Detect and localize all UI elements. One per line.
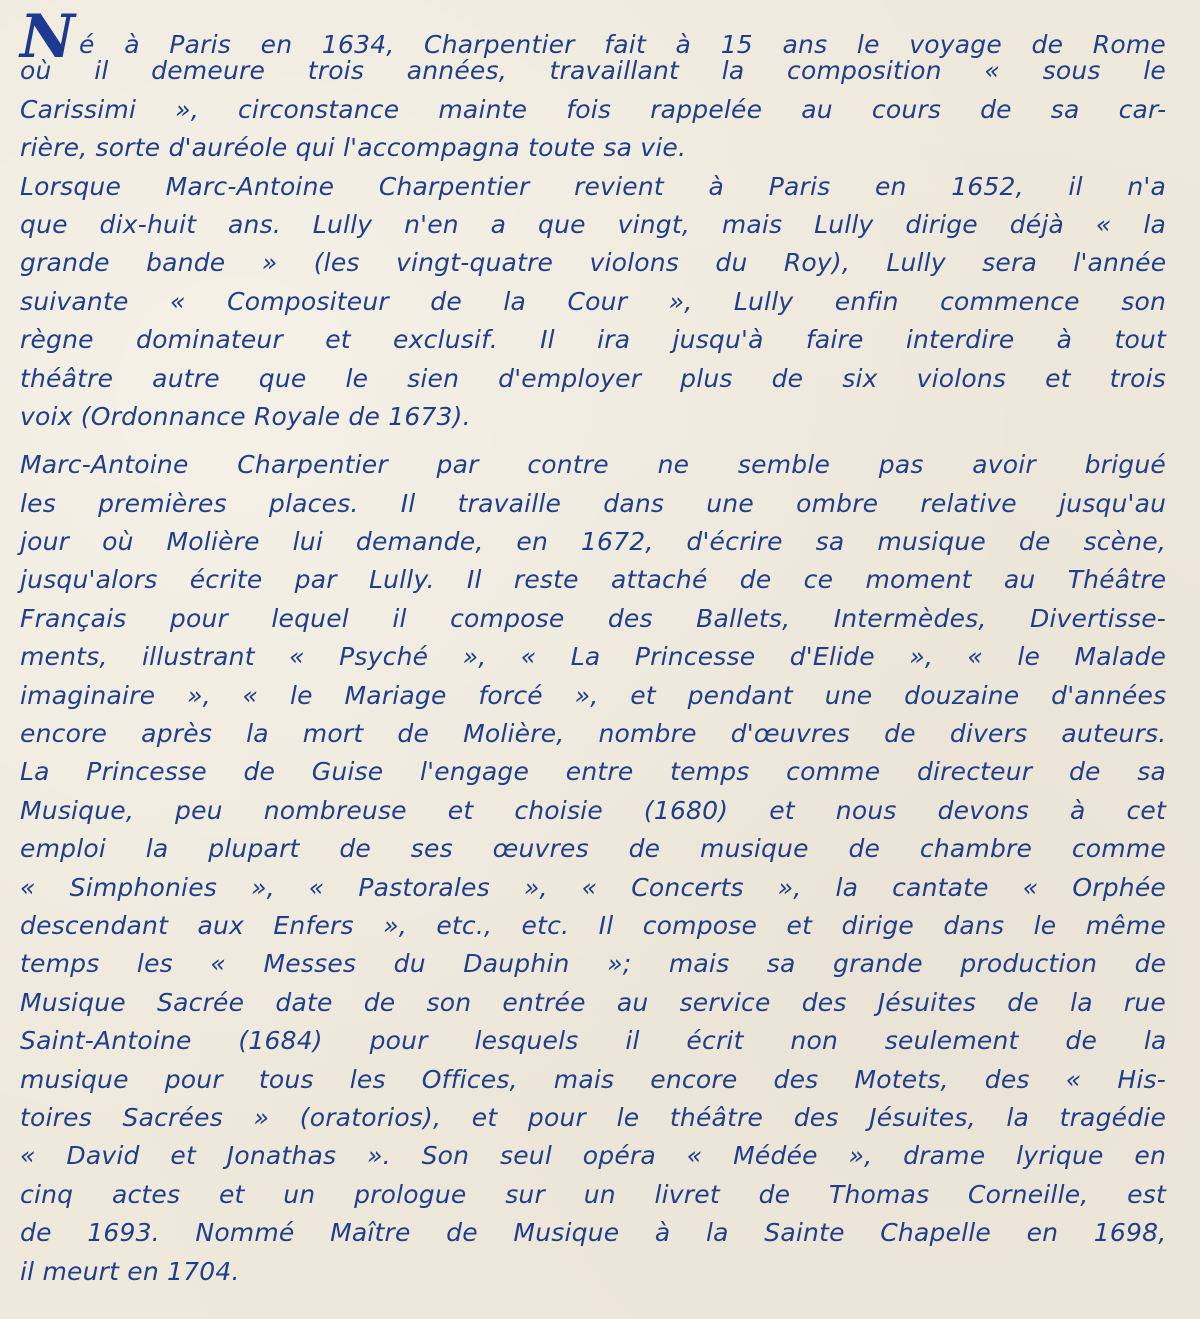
- text-line: toires Sacrées » (oratorios), et pour le théâtre des Jésuites, la tragédie: [20, 1102, 1167, 1132]
- text-line: jusqu'alors écrite par Lully. Il reste attaché de ce moment au Théâtre: [20, 565, 1167, 595]
- drop-cap-letter: N: [20, 2, 76, 72]
- text-line: Carissimi », circonstance mainte fois rappelée au cours de sa car-: [20, 94, 1167, 124]
- text-line: ments, illustrant « Psyché », « La Princesse d'Elide », « le Malade: [20, 642, 1167, 672]
- text-line: grande bande » (les vingt-quatre violons du Roy), Lully sera l'année: [20, 248, 1167, 278]
- text-line: musique pour tous les Offices, mais encore des Motets, des « His-: [20, 1064, 1166, 1094]
- text-line: suivante « Compositeur de la Cour », Lully enfin commence son: [20, 286, 1166, 316]
- text-line: « David et Jonathas ». Son seul opéra « Médée », drame lyrique en: [20, 1141, 1166, 1171]
- text-line: Musique, peu nombreuse et choisie (1680) et nous devons à cet: [20, 795, 1166, 825]
- text-line: de 1693. Nommé Maître de Musique à la Sainte Chapelle en 1698,: [20, 1218, 1167, 1248]
- text-line: Français pour lequel il compose des Ballets, Intermèdes, Divertisse-: [20, 603, 1166, 633]
- text-line: il meurt en 1704.: [20, 1256, 240, 1286]
- text-line: jour où Molière lui demande, en 1672, d'écrire sa musique de scène,: [20, 527, 1166, 557]
- text-line: Lorsque Marc-Antoine Charpentier revient à Paris en 1652, il n'a: [20, 171, 1166, 201]
- text-line: règne dominateur et exclusif. Il ira jusqu'à faire interdire à tout: [20, 325, 1166, 355]
- text-line: Musique Sacrée date de son entrée au service des Jésuites de la rue: [20, 987, 1166, 1017]
- text-line: La Princesse de Guise l'engage entre temps comme directeur de sa: [20, 757, 1166, 787]
- paragraph-1: [20, 2, 1167, 168]
- text-line: « Simphonies », « Pastorales », « Concerts », la cantate « Orphée: [20, 872, 1166, 902]
- text-line: que dix-huit ans. Lully n'en a que vingt, mais Lully dirige déjà « la: [20, 209, 1167, 239]
- paragraph-3: [20, 446, 1166, 1291]
- text-line: Marc-Antoine Charpentier par contre ne semble pas avoir brigué: [20, 450, 1166, 480]
- text-line: les premières places. Il travaille dans une ombre relative jusqu'au: [20, 488, 1167, 518]
- text-line: encore après la mort de Molière, nombre d'œuvres de divers auteurs.: [20, 719, 1167, 749]
- text-line: théâtre autre que le sien d'employer plus de six violons et trois: [20, 363, 1166, 393]
- text-line: où il demeure trois années, travaillant la composition « sous le: [20, 56, 1166, 86]
- text-line: rière, sorte d'auréole qui l'accompagna toute sa vie.: [20, 133, 687, 163]
- text-line: cinq actes et un prologue sur un livret de Thomas Corneille, est: [20, 1179, 1166, 1209]
- text-line: Saint-Antoine (1684) pour lesquels il écrit non seulement de la: [20, 1026, 1167, 1056]
- text-line: imaginaire », « le Mariage forcé », et pendant une douzaine d'années: [20, 680, 1167, 710]
- text-line: emploi la plupart de ses œuvres de musique de chambre comme: [20, 834, 1166, 864]
- text-line: voix (Ordonnance Royale de 1673).: [20, 401, 471, 431]
- text-line: Né à Paris en 1634, Charpentier fait à 15 ans le voyage de Rome: [20, 2, 1166, 72]
- text-line: temps les « Messes du Dauphin »; mais sa grande production de: [20, 949, 1167, 979]
- biography-text: [20, 2, 1167, 1291]
- paragraph-2: [20, 168, 1166, 437]
- text-line: descendant aux Enfers », etc., etc. Il compose et dirige dans le même: [20, 910, 1167, 940]
